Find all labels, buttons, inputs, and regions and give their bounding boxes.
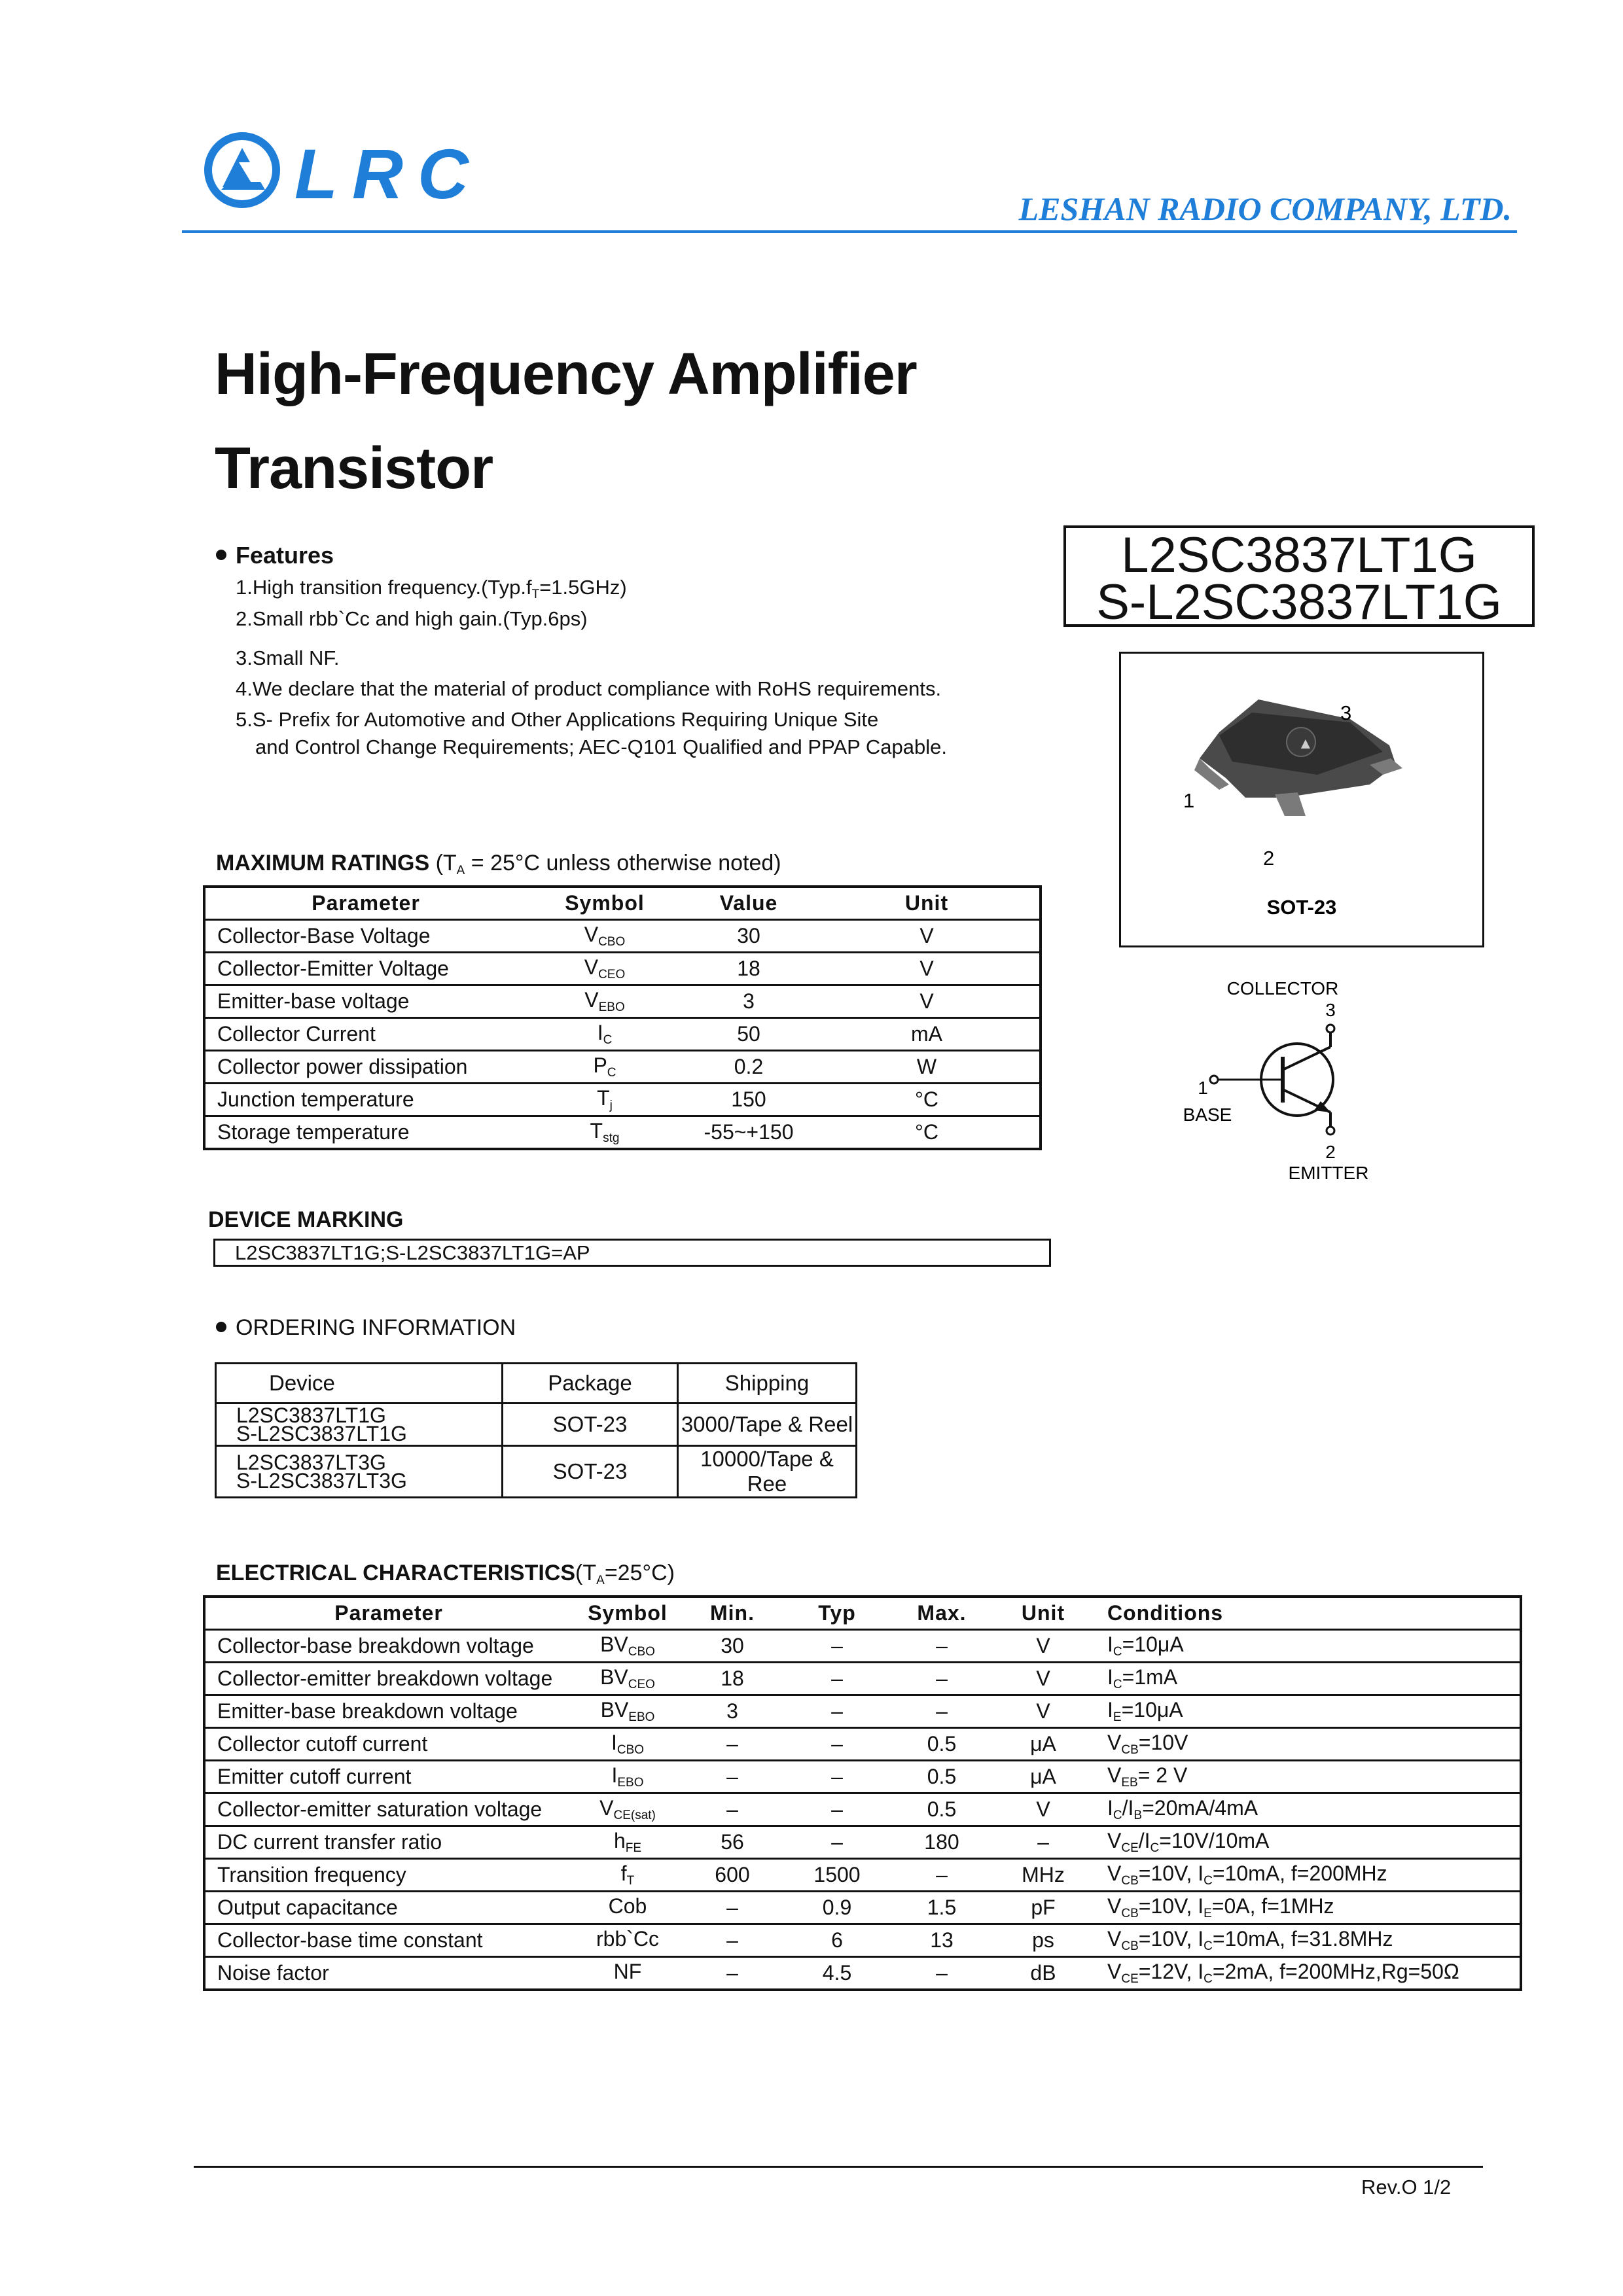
cell-symbol: $f_T$ — [572, 1859, 683, 1892]
table-row — [204, 1116, 1041, 1150]
cell-symbol: $T_j$ — [526, 1084, 683, 1116]
cell-min: – — [683, 1957, 781, 1990]
cell-symbol: NF — [572, 1957, 683, 1990]
cell-conditions: $I_C=10\mu A$ — [1096, 1630, 1521, 1663]
cell-parameter: Collector-emitter breakdown voltage — [204, 1663, 572, 1695]
feature-item-5-cont: and Control Change Requirements; AEC-Q101 Qualified and PPAP Capable. — [255, 735, 947, 758]
cell-parameter: Junction temperature — [204, 1084, 526, 1116]
device-marking-value: L2SC3837LT1G;S-L2SC3837LT1G=AP — [213, 1239, 1051, 1267]
feature-item-4: 4.We declare that the material of product compliance with RoHS requirements. — [236, 677, 942, 700]
cell-symbol: Cob — [572, 1892, 683, 1924]
feature-item-5: 5.S- Prefix for Automotive and Other Applications Requiring Unique Site — [236, 708, 879, 731]
cell-value: 3 — [683, 985, 814, 1018]
cell-unit: V — [814, 953, 1041, 985]
cell-unit: V — [814, 920, 1041, 953]
cell-unit: °C — [814, 1116, 1041, 1150]
col-package: Package — [503, 1364, 678, 1404]
transistor-schematic — [1165, 975, 1414, 1210]
table-row — [204, 1728, 1521, 1761]
cell-parameter: Emitter-base breakdown voltage — [204, 1695, 572, 1728]
cell-parameter: Storage temperature — [204, 1116, 526, 1150]
cell-parameter: Collector cutoff current — [204, 1728, 572, 1761]
cell-unit: W — [814, 1051, 1041, 1084]
table-row — [204, 1051, 1041, 1084]
col-device: Device — [216, 1364, 503, 1404]
cell-symbol: $P_C$ — [526, 1051, 683, 1084]
cell-shipping: 10000/Tape & Ree — [678, 1446, 857, 1498]
cell-unit: μA — [991, 1761, 1096, 1793]
table-row — [204, 1695, 1521, 1728]
label-base: BASE — [1183, 1104, 1232, 1125]
cell-min: 3 — [683, 1695, 781, 1728]
cell-min: 30 — [683, 1630, 781, 1663]
cell-conditions: $V_{CB}=10V$ — [1096, 1728, 1521, 1761]
cell-symbol: $I_C$ — [526, 1018, 683, 1051]
cell-typ: 6 — [781, 1924, 893, 1957]
table-header-row — [216, 1364, 857, 1404]
table-row — [204, 1957, 1521, 1990]
revision: Rev.O 1/2 — [1361, 2176, 1452, 2199]
cell-unit: μA — [991, 1728, 1096, 1761]
table-row — [204, 953, 1041, 985]
table-row — [204, 1924, 1521, 1957]
cell-symbol: rbb`Cc — [572, 1924, 683, 1957]
cell-symbol: $h_{FE}$ — [572, 1826, 683, 1859]
cell-min: – — [683, 1793, 781, 1826]
title-line-2: Transistor — [215, 436, 493, 501]
page-title — [215, 327, 917, 516]
cell-min: – — [683, 1728, 781, 1761]
footer-rule — [194, 2166, 1483, 2168]
table-row — [204, 1892, 1521, 1924]
col-value: Value — [683, 887, 814, 920]
col-unit: Unit — [814, 887, 1041, 920]
table-row — [204, 1793, 1521, 1826]
cell-conditions: $V_{EB}= 2$ V — [1096, 1761, 1521, 1793]
part-number-box — [1063, 525, 1535, 630]
cell-typ: 1500 — [781, 1859, 893, 1892]
label-collector: COLLECTOR — [1226, 978, 1339, 998]
cell-symbol: $I_{EBO}$ — [572, 1761, 683, 1793]
cell-value: 18 — [683, 953, 814, 985]
cell-unit: V — [991, 1663, 1096, 1695]
cell-typ: – — [781, 1695, 893, 1728]
cell-package: SOT-23 — [503, 1404, 678, 1446]
table-row — [204, 1826, 1521, 1859]
cell-parameter: Collector Current — [204, 1018, 526, 1051]
bullet-icon — [216, 550, 226, 560]
electrical-table — [203, 1595, 1522, 1991]
cell-min: 600 — [683, 1859, 781, 1892]
ordering-table — [215, 1362, 857, 1498]
cell-conditions: $V_{CE}/I_C=10V/10mA$ — [1096, 1826, 1521, 1859]
cell-value: 0.2 — [683, 1051, 814, 1084]
cell-max: 1.5 — [893, 1892, 991, 1924]
cell-max: 0.5 — [893, 1793, 991, 1826]
cell-min: – — [683, 1761, 781, 1793]
cell-unit: ps — [991, 1924, 1096, 1957]
cell-unit: dB — [991, 1957, 1096, 1990]
cell-unit: pF — [991, 1892, 1096, 1924]
cell-conditions: $V_{CB}=10V$, $I_C=10mA$, f=200MHz — [1096, 1859, 1521, 1892]
table-row — [204, 920, 1041, 953]
cell-parameter: Collector-emitter saturation voltage — [204, 1793, 572, 1826]
table-row — [204, 1859, 1521, 1892]
cell-symbol: $V_{EBO}$ — [526, 985, 683, 1018]
cell-parameter: Transition frequency — [204, 1859, 572, 1892]
sot23-package-image — [1121, 654, 1482, 945]
max-ratings-table — [203, 885, 1042, 1150]
max-ratings-heading: MAXIMUM RATINGS ($T_A = 25^\circ C$ unless otherwise noted) — [216, 851, 781, 877]
cell-symbol: $BV_{CBO}$ — [572, 1630, 683, 1663]
device-marking-heading: DEVICE MARKING — [208, 1207, 404, 1232]
cell-unit: °C — [814, 1084, 1041, 1116]
feature-item-1: 1.High transition $frequency.(Typ.f_T=1.5GHz)$ — [236, 576, 627, 601]
table-header-row: Parameter Symbol Min. Typ Max. Unit Conditions — [204, 1597, 1521, 1630]
pkg-pin-2: 2 — [1263, 847, 1275, 870]
cell-parameter: Collector-base breakdown voltage — [204, 1630, 572, 1663]
cell-unit: V — [991, 1695, 1096, 1728]
cell-min: 18 — [683, 1663, 781, 1695]
cell-value: 30 — [683, 920, 814, 953]
table-row — [204, 1084, 1041, 1116]
cell-unit: V — [814, 985, 1041, 1018]
cell-symbol: $V_{CE(sat)}$ — [572, 1793, 683, 1826]
cell-typ: – — [781, 1793, 893, 1826]
cell-max: – — [893, 1630, 991, 1663]
cell-max: 0.5 — [893, 1728, 991, 1761]
cell-unit: V — [991, 1630, 1096, 1663]
col-parameter: Parameter — [204, 887, 526, 920]
table-row — [204, 1663, 1521, 1695]
cell-typ: – — [781, 1761, 893, 1793]
cell-parameter: DC current transfer ratio — [204, 1826, 572, 1859]
cell-conditions: $V_{CB}=10V$, $I_C=10mA$, f=31.8MHz — [1096, 1924, 1521, 1957]
cell-symbol: $V_{CEO}$ — [526, 953, 683, 985]
label-pin-3: 3 — [1325, 1000, 1336, 1020]
cell-max: – — [893, 1859, 991, 1892]
feature-item-3: 3.Small NF. — [236, 646, 340, 669]
cell-parameter: Collector-Emitter Voltage — [204, 953, 526, 985]
cell-max: – — [893, 1695, 991, 1728]
cell-unit: MHz — [991, 1859, 1096, 1892]
label-emitter: EMITTER — [1288, 1163, 1369, 1183]
cell-typ: – — [781, 1630, 893, 1663]
cell-max: – — [893, 1663, 991, 1695]
cell-symbol: $BV_{EBO}$ — [572, 1695, 683, 1728]
cell-parameter: Output capacitance — [204, 1892, 572, 1924]
cell-parameter: Collector power dissipation — [204, 1051, 526, 1084]
pkg-pin-3: 3 — [1340, 701, 1352, 724]
feature-item-2: 2.Small rbb`Cc and high gain.(Typ.6ps) — [236, 607, 588, 630]
cell-min: – — [683, 1924, 781, 1957]
bullet-icon — [216, 1322, 226, 1332]
table-header-row — [204, 887, 1041, 920]
cell-device: L2SC3837LT3G S-L2SC3837LT3G — [216, 1446, 503, 1498]
col-symbol: Symbol — [526, 887, 683, 920]
cell-parameter: Noise factor — [204, 1957, 572, 1990]
table-row — [204, 1761, 1521, 1793]
table-row — [204, 985, 1041, 1018]
table-row — [204, 1630, 1521, 1663]
cell-unit: V — [991, 1793, 1096, 1826]
label-pin-2: 2 — [1325, 1142, 1336, 1162]
logo-lettering: LRC — [294, 134, 478, 213]
cell-package: SOT-23 — [503, 1446, 678, 1498]
cell-typ: – — [781, 1728, 893, 1761]
features-heading: Features — [216, 542, 334, 569]
part-number-2: S-L2SC3837LT1G — [1096, 574, 1502, 630]
cell-min: 56 — [683, 1826, 781, 1859]
label-pin-1: 1 — [1198, 1078, 1208, 1098]
cell-symbol: $T_{stg}$ — [526, 1116, 683, 1150]
cell-symbol: $BV_{CEO}$ — [572, 1663, 683, 1695]
ordering-heading: ORDERING INFORMATION — [216, 1315, 516, 1341]
table-row — [204, 1018, 1041, 1051]
title-line-1: High-Frequency Amplifier — [215, 342, 917, 407]
package-name: SOT-23 — [1266, 896, 1337, 919]
cell-typ: 4.5 — [781, 1957, 893, 1990]
package-box — [1119, 652, 1484, 947]
cell-max: 180 — [893, 1826, 991, 1859]
cell-value: -55~+150 — [683, 1116, 814, 1150]
cell-value: 150 — [683, 1084, 814, 1116]
part-number-1: L2SC3837LT1G — [1121, 527, 1477, 583]
cell-symbol: $I_{CBO}$ — [572, 1728, 683, 1761]
svg-text:▲: ▲ — [1298, 735, 1313, 752]
cell-parameter: Collector-base time constant — [204, 1924, 572, 1957]
cell-value: 50 — [683, 1018, 814, 1051]
pkg-pin-1: 1 — [1183, 789, 1195, 812]
cell-parameter: Emitter cutoff current — [204, 1761, 572, 1793]
table-row — [216, 1446, 857, 1498]
cell-conditions: $V_{CE}=12V$, $I_C=2mA$, f=200MHz,Rg=50Ω — [1096, 1957, 1521, 1990]
cell-conditions: $I_E=10\mu A$ — [1096, 1695, 1521, 1728]
cell-parameter: Collector-Base Voltage — [204, 920, 526, 953]
cell-typ: 0.9 — [781, 1892, 893, 1924]
lrc-logo — [203, 130, 478, 215]
cell-typ: – — [781, 1663, 893, 1695]
company-name: LESHAN RADIO COMPANY, LTD. — [1018, 190, 1512, 227]
cell-conditions: $I_C/I_B=20mA/4mA$ — [1096, 1793, 1521, 1826]
cell-unit: – — [991, 1826, 1096, 1859]
cell-unit: mA — [814, 1018, 1041, 1051]
cell-typ: – — [781, 1826, 893, 1859]
col-shipping: Shipping — [678, 1364, 857, 1404]
cell-shipping: 3000/Tape & Reel — [678, 1404, 857, 1446]
cell-min: – — [683, 1892, 781, 1924]
electrical-heading: ELECTRICAL $CHARACTERISTICS(T_A=25^\circ C)$ — [216, 1561, 675, 1587]
cell-parameter: Emitter-base voltage — [204, 985, 526, 1018]
cell-conditions: $I_C=1mA$ — [1096, 1663, 1521, 1695]
cell-device: L2SC3837LT1G S-L2SC3837LT1G — [216, 1404, 503, 1446]
cell-conditions: $V_{CB}=10V$, $I_E=0A$, f=1MHz — [1096, 1892, 1521, 1924]
table-row — [216, 1404, 857, 1446]
header-rule — [182, 230, 1517, 233]
cell-max: 13 — [893, 1924, 991, 1957]
cell-symbol: $V_{CBO}$ — [526, 920, 683, 953]
cell-max: – — [893, 1957, 991, 1990]
cell-max: 0.5 — [893, 1761, 991, 1793]
